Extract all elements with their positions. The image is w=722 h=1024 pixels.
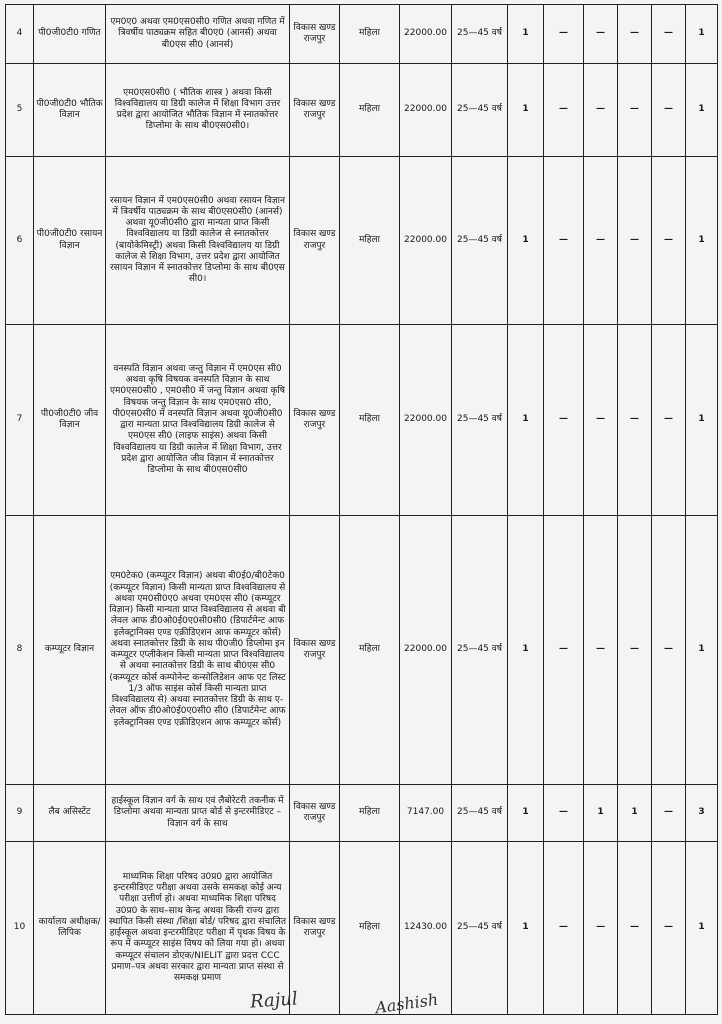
serial-number: 10 — [6, 842, 34, 1015]
vacancy-table — [5, 4, 718, 1015]
count-cell: — — [652, 325, 686, 516]
qualification-text: माध्यमिक शिक्षा परिषद उ0प्र0 द्वारा आयोजित इन्टरमीडिएट परीक्षा अथवा उसके समकक्ष कोई अन्य परीक्षा उत्तीर्ण हो। अथवा माध्यमिक शिक्षा परिषद उ0प्र0 के साथ–साथ केन्द्र अथवा किसी राज्य द्वारा स्थापित किसी संस्था /शिक्षा बोर्ड/ परिषद द्वारा संचालित हाईस्कूल अथवा इन्टरमीडिएट परीक्षा में पृथक विषय के रूप में कम्प्यूटर साइंस विषय को लिया गया हो। अथवा कम्प्यूटर संचालन डोएक/NIELIT द्वारा प्रदत्त CCC प्रमाण–पत्र अथवा सरकार द्वारा मान्यता प्राप्त संस्था से समकक्ष प्रमाण — [106, 842, 290, 1015]
qualification-text: एम0टेक0 (कम्प्यूटर विज्ञान) अथवा बी0ई0/बी0टेक0 (कम्प्यूटर विज्ञान) किसी मान्यता प्राप्त विश्वविद्यालय से अथवा एम0सी0ए0 अथवा एम0एस सी0 (कम्प्यूटर विज्ञान) किसी मान्यता प्राप्त विश्वविद्यालय से अथवा बी लेवल आफ डी0ओ0ई0ए0सी0सी0 (डिपार्टमेन्ट आफ इलेक्ट्रानिक्स एण्ड एक्रीडिएशन आफ कम्प्यूटर कोर्स) अथवा स्नातकोत्तर डिग्री के साथ पी0जी0 डिप्लोमा इन कम्प्यूटर एप्लीकेशन किसी मान्यता प्राप्त विश्वविद्यालय से अथवा स्नातकोत्तर डिग्री के साथ बी0एस सी0 (कम्प्यूटर कोर्स कम्पोनेन्ट कन्सोलिडेशन आफ एट लिस्ट 1/3 ऑफ साइंस कोर्स किसी मान्यता प्राप्त विश्वविद्यालय से) अथवा स्नातकोत्तर डिग्री के साथ ए-लेवल ऑफ डी0ओ0ई0ए0सी0 सी0 (डिपार्टमेन्ट आफ इलेक्ट्रानिक्स एण्ड एक्रीडिएशन आफ कम्प्यूटर कोर्स) — [106, 516, 290, 785]
count-cell: 1 — [508, 5, 544, 64]
count-cell: 1 — [508, 785, 544, 842]
category: महिला — [340, 842, 400, 1015]
count-cell: — — [544, 325, 584, 516]
count-cell: — — [584, 64, 618, 157]
qualification-text: एम0एस0सी0 ( भौतिक शास्त्र ) अथवा किसी विश्वविद्यालय या डिग्री कालेज में शिक्षा विभाग उत्तर प्रदेश द्वारा आयोजित भौतिक विज्ञान में स्नातकोत्तर डिप्लोमा के साथ बी0एस0सी0। — [106, 64, 290, 157]
count-cell: — — [652, 157, 686, 325]
count-cell: 1 — [618, 785, 652, 842]
category: महिला — [340, 157, 400, 325]
office-name: विकास खण्ड राजपुर — [290, 64, 340, 157]
table-row — [6, 785, 718, 842]
qualification-text: हाईस्कूल विज्ञान वर्ग के साथ एवं लैबोरेटरी तकनीक में डिप्लोमा अथवा मान्यता प्राप्त बोर्ड से इन्टरमीडिएट – विज्ञान वर्ग के साथ — [106, 785, 290, 842]
office-name: विकास खण्ड राजपुर — [290, 516, 340, 785]
count-cell: — — [544, 157, 584, 325]
post-name: पी0जी0टी0 जीव विज्ञान — [34, 325, 106, 516]
count-cell: — — [618, 5, 652, 64]
document-sheet — [5, 4, 717, 1015]
age-limit: 25—45 वर्ष — [452, 64, 508, 157]
count-cell: — — [618, 842, 652, 1015]
post-name: पी0जी0टी0 भौतिक विज्ञान — [34, 64, 106, 157]
count-cell: — — [652, 516, 686, 785]
signature: Rajul — [249, 988, 299, 1013]
count-cell: — — [584, 157, 618, 325]
qualification-text: रसायन विज्ञान में एम0एस0सी0 अथवा रसायन विज्ञान में त्रिवर्षीय पाठ्यक्रम के साथ बी0एस0सी0 (आनर्स) अथवा यू0जी0सी0 द्वारा मान्यता प्राप्त किसी विश्वविद्यालय या डिग्री कालेज से स्नातकोत्तर (बायोकेमिस्ट्री) अथवा किसी विश्वविद्यालय या डिग्री कालेज से शिक्षा विभाग, उत्तर प्रदेश द्वारा आयोजित रसायन विज्ञान में स्नातकोत्तर डिप्लोमा के साथ बी0एस सी0। — [106, 157, 290, 325]
office-name: विकास खण्ड राजपुर — [290, 5, 340, 64]
table-row — [6, 157, 718, 325]
count-cell: — — [544, 516, 584, 785]
category: महिला — [340, 785, 400, 842]
table-row — [6, 842, 718, 1015]
count-cell: 1 — [584, 785, 618, 842]
count-cell: — — [652, 785, 686, 842]
total-count-cell: 1 — [686, 157, 718, 325]
count-cell: — — [618, 516, 652, 785]
age-limit: 25—45 वर्ष — [452, 842, 508, 1015]
signature: Aashish — [373, 989, 440, 1018]
post-name: पी0जी0टी0 गणित — [34, 5, 106, 64]
table-row — [6, 516, 718, 785]
serial-number: 7 — [6, 325, 34, 516]
count-cell: — — [544, 842, 584, 1015]
total-count-cell: 1 — [686, 325, 718, 516]
serial-number: 5 — [6, 64, 34, 157]
count-cell: 1 — [508, 157, 544, 325]
pay-amount: 7147.00 — [400, 785, 452, 842]
count-cell: — — [584, 516, 618, 785]
count-cell: — — [618, 157, 652, 325]
count-cell: — — [618, 64, 652, 157]
category: महिला — [340, 516, 400, 785]
count-cell: — — [652, 842, 686, 1015]
count-cell: — — [618, 325, 652, 516]
count-cell: — — [584, 842, 618, 1015]
age-limit: 25—45 वर्ष — [452, 157, 508, 325]
pay-amount: 22000.00 — [400, 64, 452, 157]
office-name: विकास खण्ड राजपुर — [290, 842, 340, 1015]
serial-number: 6 — [6, 157, 34, 325]
count-cell: 1 — [508, 325, 544, 516]
count-cell: — — [652, 5, 686, 64]
pay-amount: 22000.00 — [400, 516, 452, 785]
count-cell: — — [544, 5, 584, 64]
table-row — [6, 64, 718, 157]
category: महिला — [340, 325, 400, 516]
serial-number: 9 — [6, 785, 34, 842]
count-cell: 1 — [508, 64, 544, 157]
age-limit: 25—45 वर्ष — [452, 785, 508, 842]
post-name: कार्यालय अधीक्षक/ लिपिक — [34, 842, 106, 1015]
total-count-cell: 3 — [686, 785, 718, 842]
total-count-cell: 1 — [686, 516, 718, 785]
serial-number: 4 — [6, 5, 34, 64]
count-cell: 1 — [508, 842, 544, 1015]
pay-amount: 22000.00 — [400, 5, 452, 64]
pay-amount: 22000.00 — [400, 157, 452, 325]
category: महिला — [340, 64, 400, 157]
category: महिला — [340, 5, 400, 64]
total-count-cell: 1 — [686, 64, 718, 157]
post-name: कम्प्यूटर विज्ञान — [34, 516, 106, 785]
post-name: लैब असिस्टेंट — [34, 785, 106, 842]
qualification-text: वनस्पति विज्ञान अथवा जन्तु विज्ञान में एम0एस सी0 अथवा कृषि विषयक वनस्पति विज्ञान के साथ एम0एस0सी0 , एम0सी0 में जन्तु विज्ञान अथवा कृषि विषयक जन्तु विज्ञान के साथ एम0एस0 सी0, पी0एस0सी0 में वनस्पति विज्ञान अथवा यू0जी0सी0 द्वारा मान्यता प्राप्त विश्वविद्यालय डिग्री कालेज से एम0एस सी0 (लाइफ साइंस) अथवा किसी विश्वविद्यालय या डिग्री कालेज में शिक्षा विभाग, उत्तर प्रदेश द्वारा आयोजित जीव विज्ञान में स्नातकोत्तर डिप्लोमा के साथ बी0एस0सी0 — [106, 325, 290, 516]
count-cell: — — [584, 325, 618, 516]
age-limit: 25—45 वर्ष — [452, 5, 508, 64]
table-row — [6, 5, 718, 64]
count-cell: — — [544, 785, 584, 842]
office-name: विकास खण्ड राजपुर — [290, 325, 340, 516]
qualification-text: एम0ए0 अथवा एम0एस0सी0 गणित अथवा गणित में त्रिवर्षीय पाठ्यक्रम सहित बी0ए0 (आनर्स) अथवा बी0एस सी0 (आनर्स) — [106, 5, 290, 64]
office-name: विकास खण्ड राजपुर — [290, 157, 340, 325]
count-cell: — — [652, 64, 686, 157]
serial-number: 8 — [6, 516, 34, 785]
total-count-cell: 1 — [686, 842, 718, 1015]
count-cell: — — [544, 64, 584, 157]
table-row — [6, 325, 718, 516]
count-cell: — — [584, 5, 618, 64]
age-limit: 25—45 वर्ष — [452, 516, 508, 785]
total-count-cell: 1 — [686, 5, 718, 64]
pay-amount: 12430.00 — [400, 842, 452, 1015]
count-cell: 1 — [508, 516, 544, 785]
pay-amount: 22000.00 — [400, 325, 452, 516]
age-limit: 25—45 वर्ष — [452, 325, 508, 516]
office-name: विकास खण्ड राजपुर — [290, 785, 340, 842]
post-name: पी0जी0टी0 रसायन विज्ञान — [34, 157, 106, 325]
